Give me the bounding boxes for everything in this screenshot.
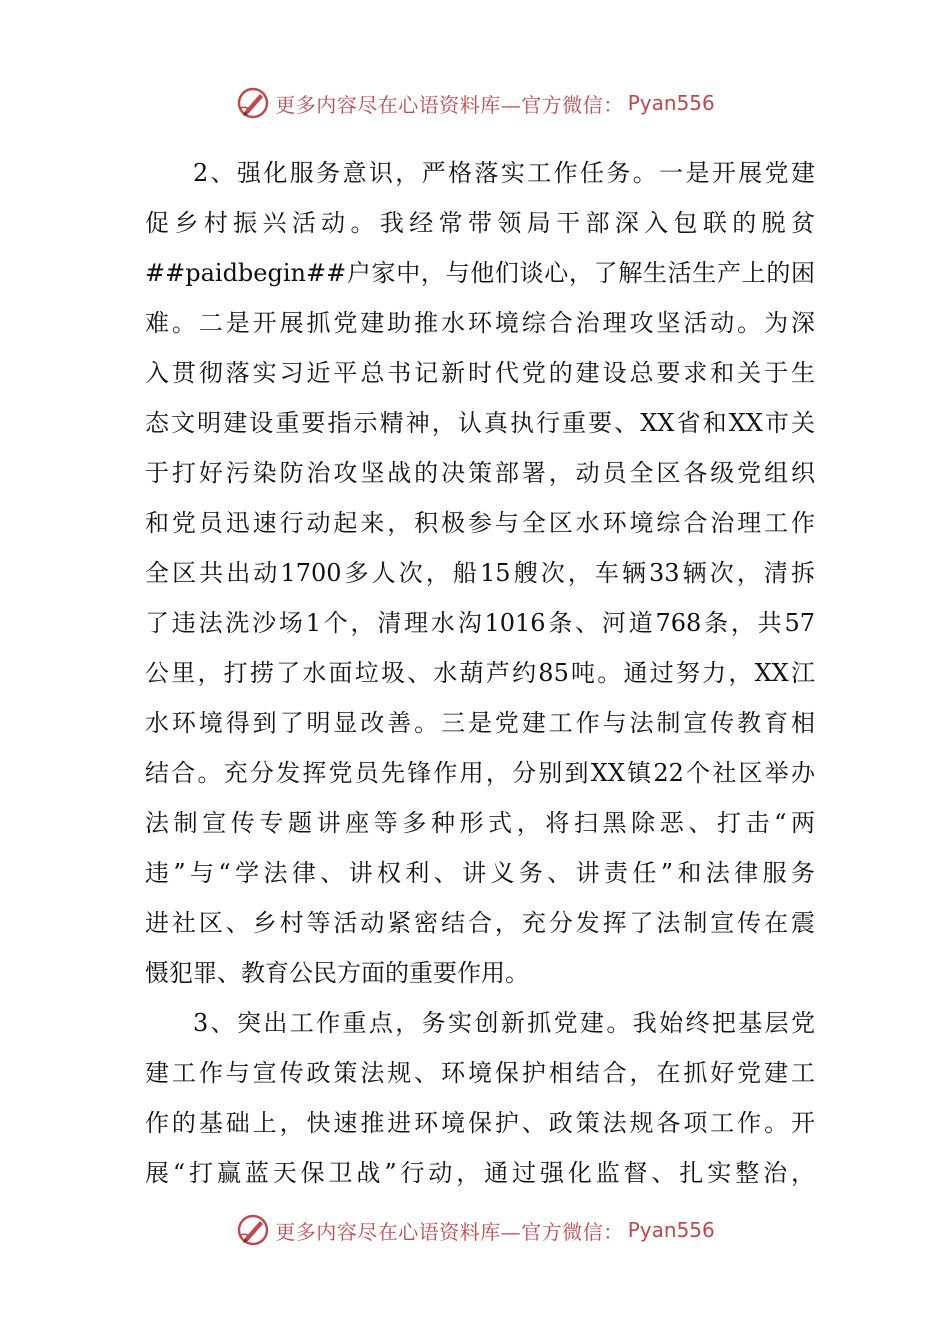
banner-wechat-id: Pyan556 [627, 1218, 715, 1242]
text-line: 展“打赢蓝天保卫战”行动，通过强化监督、扎实整治， [145, 1159, 815, 1187]
text-line: 和党员迅速行动起来，积极参与全区水环境综合治理工作 [145, 509, 815, 537]
paragraph-3 [145, 998, 815, 1198]
text-line: 作的基础上，快速推进环境保护、政策法规各项工作。开 [145, 1109, 815, 1137]
footer-banner [0, 1210, 950, 1250]
banner-wechat-id: Pyan556 [627, 91, 715, 115]
text-line: 促乡村振兴活动。我经常带领局干部深入包联的脱贫 [145, 209, 815, 237]
pen-logo-icon [235, 1212, 271, 1248]
text-line: 法制宣传专题讲座等多种形式，将扫黑除恶、打击“两 [145, 809, 815, 837]
banner-slogan: 更多内容尽在心语资料库—官方微信： [275, 1219, 624, 1244]
text-line: 了违法洗沙场1个，清理水沟1016条、河道768条，共57 [145, 609, 815, 637]
text-line: 于打好污染防治攻坚战的决策部署，动员全区各级党组织 [145, 459, 815, 487]
text-line: 态文明建设重要指示精神，认真执行重要、XX省和XX市关 [145, 409, 815, 437]
text-line: 入贯彻落实习近平总书记新时代党的建设总要求和关于生 [145, 359, 815, 387]
text-line: 违”与“学法律、讲权利、讲义务、讲责任”和法律服务 [145, 859, 815, 887]
text-line: 进社区、乡村等活动紧密结合，充分发挥了法制宣传在震 [145, 909, 815, 937]
document-body [145, 148, 815, 1198]
text-line: ##paidbegin##户家中，与他们谈心，了解生活生产上的困 [145, 259, 815, 287]
text-line: 2、强化服务意识，严格落实工作任务。一是开展党建 [193, 159, 815, 187]
text-line: 公里，打捞了水面垃圾、水葫芦约85吨。通过努力，XX江 [145, 659, 815, 687]
text-line: 3、突出工作重点，务实创新抓党建。我始终把基层党 [193, 1009, 815, 1037]
text-line: 难。二是开展抓党建助推水环境综合治理攻坚活动。为深 [145, 309, 815, 337]
header-banner [0, 83, 950, 123]
text-line: 结合。充分发挥党员先锋作用，分别到XX镇22个社区举办 [145, 759, 815, 787]
pen-logo-icon [235, 85, 271, 121]
text-line: 慑犯罪、教育公民方面的重要作用。 [145, 959, 529, 987]
paragraph-2 [145, 148, 815, 998]
banner-slogan: 更多内容尽在心语资料库—官方微信： [275, 92, 624, 117]
text-line: 水环境得到了明显改善。三是党建工作与法制宣传教育相 [145, 709, 815, 737]
text-line: 全区共出动1700多人次，船15艘次，车辆33辆次，清拆 [145, 559, 815, 587]
text-line: 建工作与宣传政策法规、环境保护相结合，在抓好党建工 [145, 1059, 815, 1087]
